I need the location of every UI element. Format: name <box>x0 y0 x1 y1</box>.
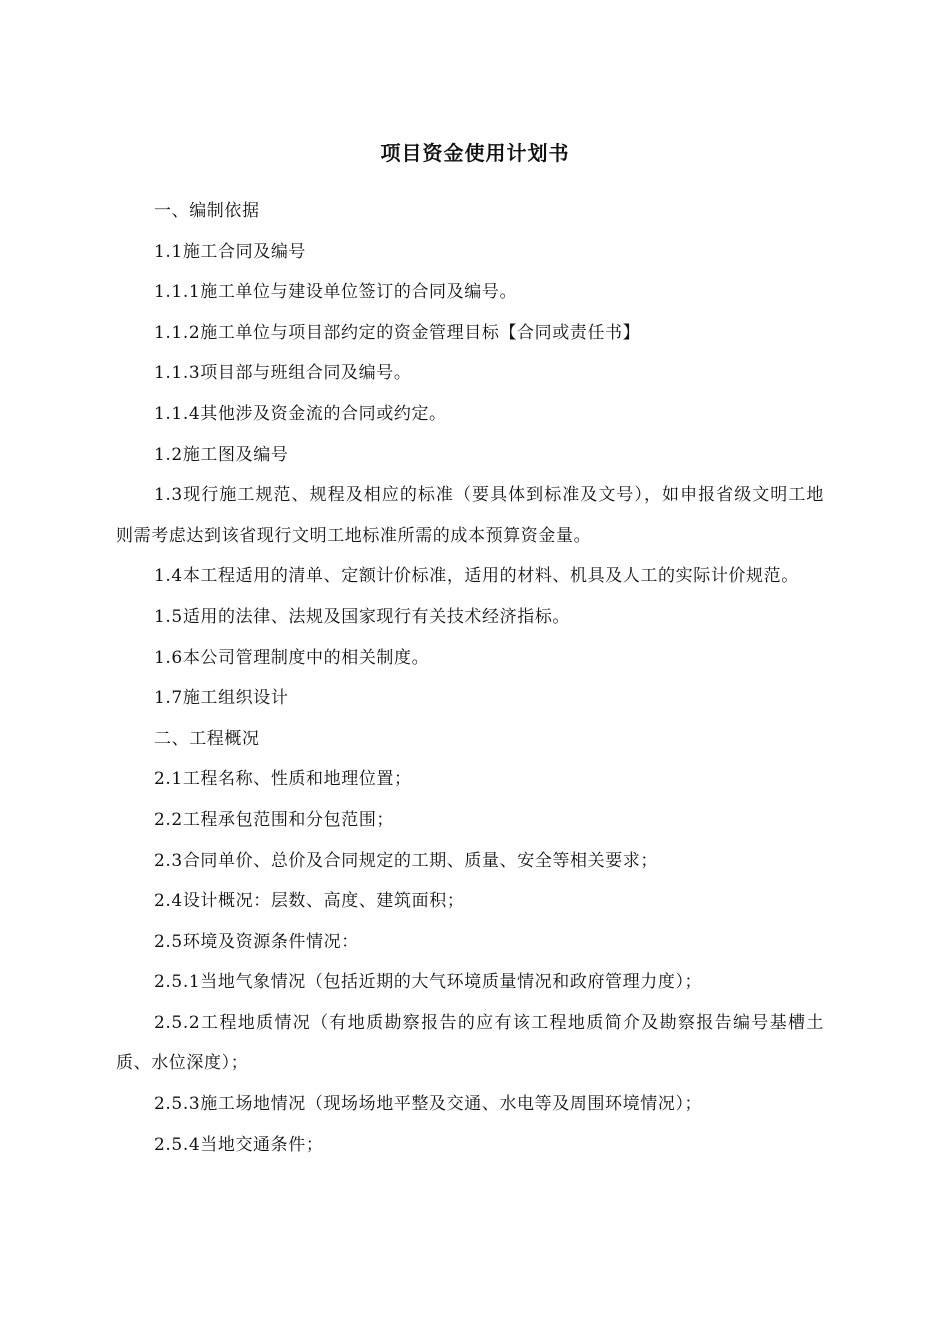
paragraph-2-5-4: 2.5.4当地交通条件； <box>154 1134 324 1155</box>
paragraph-2-3: 2.3合同单价、总价及合同规定的工期、质量、安全等相关要求； <box>154 850 659 871</box>
paragraph-2-5-3: 2.5.3施工场地情况（现场场地平整及交通、水电等及周围环境情况）； <box>154 1094 703 1115</box>
paragraph-1-7: 1.7施工组织设计 <box>154 688 289 709</box>
document-title: 项目资金使用计划书 <box>380 141 570 165</box>
paragraph-1-5: 1.5适用的法律、法规及国家现行有关技术经济指标。 <box>154 606 571 627</box>
paragraph-1-2: 1.2施工图及编号 <box>154 444 289 465</box>
paragraph-1-6: 1.6本公司管理制度中的相关制度。 <box>154 647 430 668</box>
paragraph-2-1: 2.1工程名称、性质和地理位置； <box>154 769 412 790</box>
paragraph-2-5-1: 2.5.1当地气象情况（包括近期的大气环境质量情况和政府管理力度）； <box>154 972 703 993</box>
paragraph-1-1-2: 1.1.2施工单位与项目部约定的资金管理目标【合同或责任书】 <box>154 322 641 343</box>
paragraph-1-4: 1.4本工程适用的清单、定额计价标准，适用的材料、机具及人工的实际计价规范。 <box>154 566 799 587</box>
paragraph-1-1-4: 1.1.4其他涉及资金流的合同或约定。 <box>154 403 447 424</box>
section-heading-1: 一、编制依据 <box>154 201 260 221</box>
paragraph-2-5: 2.5环境及资源条件情况： <box>154 931 359 952</box>
paragraph-1-3: 1.3现行施工规范、规程及相应的标准（要具体到标准及文号），如申报省级文明工地则需考虑达到该省现行文明工地标准所需的成本预算资金量。 <box>116 485 824 546</box>
document-body <box>116 191 824 1165</box>
paragraph-2-5-2: 2.5.2工程地质情况（有地质勘察报告的应有该工程地质简介及勘察报告编号基槽土质、水位深度）； <box>116 1012 824 1074</box>
paragraph-2-2: 2.2工程承包范围和分包范围； <box>154 809 395 830</box>
paragraph-2-4: 2.4设计概况：层数、高度、建筑面积； <box>154 891 465 912</box>
paragraph-1-1-3: 1.1.3项目部与班组合同及编号。 <box>154 363 412 384</box>
paragraph-1-1-1: 1.1.1施工单位与建设单位签订的合同及编号。 <box>154 282 518 303</box>
section-heading-2: 二、工程概况 <box>154 728 260 749</box>
paragraph-1-1: 1.1施工合同及编号 <box>154 241 307 262</box>
